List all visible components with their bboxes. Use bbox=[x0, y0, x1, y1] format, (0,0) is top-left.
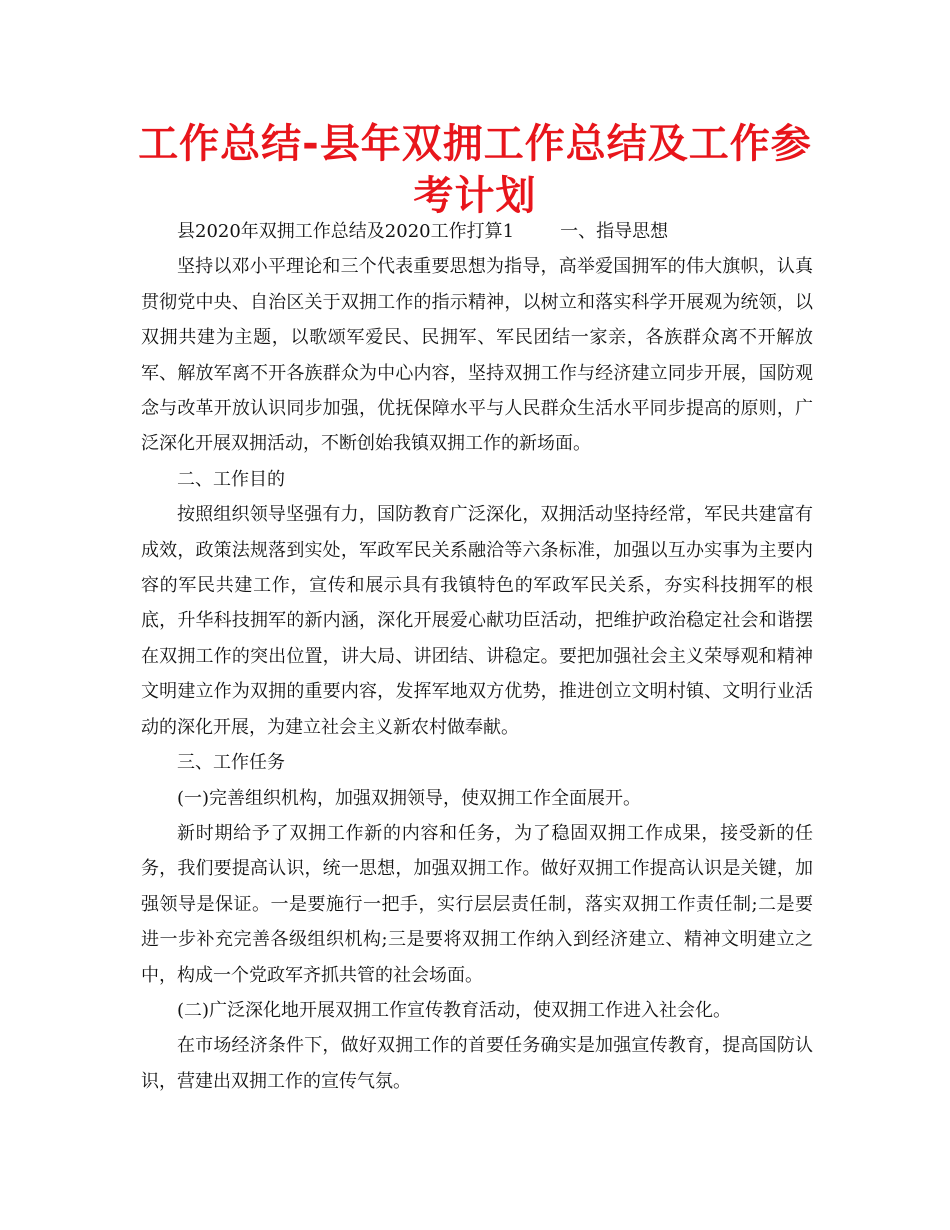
heading-work-tasks: 三、工作任务 bbox=[177, 752, 285, 774]
paragraph-guiding-ideology: 坚持以邓小平理论和三个代表重要思想为指导，高举爱国拥军的伟大旗帜，认真贯彻党中央、自治区关于双拥工作的指示精神，以树立和落实科学开展观为统领，以双拥共建为主题，以歌颂军爱民、民拥军、军民团结一家亲，各族群众离不开解放军、解放军离不开各族群众为中心内容，坚持双拥工作与经济建立同步开展，国防观念与改革开放认识同步加强，优抚保障水平与人民群众生活水平同步提高的原则，广泛深化开展双拥活动，不断创始我镇双拥工作的新场面。 bbox=[141, 256, 813, 455]
document-body bbox=[141, 214, 813, 1099]
heading-work-goal: 二、工作目的 bbox=[177, 468, 285, 490]
intro-line bbox=[141, 214, 813, 249]
document-title: 工作总结-县年双拥工作总结及工作参考计划 bbox=[138, 121, 812, 219]
paragraph-task-one: 新时期给予了双拥工作新的内容和任务，为了稳固双拥工作成果，接受新的任务，我们要提高认识，统一思想，加强双拥工作。做好双拥工作提高认识是关键，加强领导是保证。一是要施行一把手，实行层层责任制，落实双拥工作责任制;二是要进一步补充完善各级组织机构;三是要将双拥工作纳入到经济建立、精神文明建立之中，构成一个党政军齐抓共管的社会场面。 bbox=[141, 822, 813, 986]
paragraph-task-two: 在市场经济条件下，做好双拥工作的首要任务确实是加强宣传教育，提高国防认识，营建出双拥工作的宣传气氛。 bbox=[141, 1035, 813, 1092]
subheading-task-one: (一)完善组织机构，加强双拥领导，使双拥工作全面展开。 bbox=[177, 787, 642, 809]
subheading-task-two: (二)广泛深化地开展双拥工作宣传教育活动，使双拥工作进入社会化。 bbox=[177, 999, 732, 1021]
intro-left-text: 县2020年双拥工作总结及2020工作打算1 bbox=[177, 221, 515, 242]
paragraph-work-goal: 按照组织领导坚强有力，国防教育广泛深化，双拥活动坚持经常，军民共建富有成效，政策法规落到实处，军政军民关系融洽等六条标准，加强以互办实事为主要内容的军民共建工作，宣传和展示具有我镇特色的军政军民关系，夯实科技拥军的根底，升华科技拥军的新内涵，深化开展爱心献功臣活动，把维护政治稳定社会和谐摆在双拥工作的突出位置，讲大局、讲团结、讲稳定。要把加强社会主义荣辱观和精神文明建立作为双拥的重要内容，发挥军地双方优势，推进创立文明村镇、文明行业活动的深化开展，为建立社会主义新农村做奉献。 bbox=[141, 504, 813, 738]
intro-heading: 一、指导思想 bbox=[560, 221, 669, 242]
